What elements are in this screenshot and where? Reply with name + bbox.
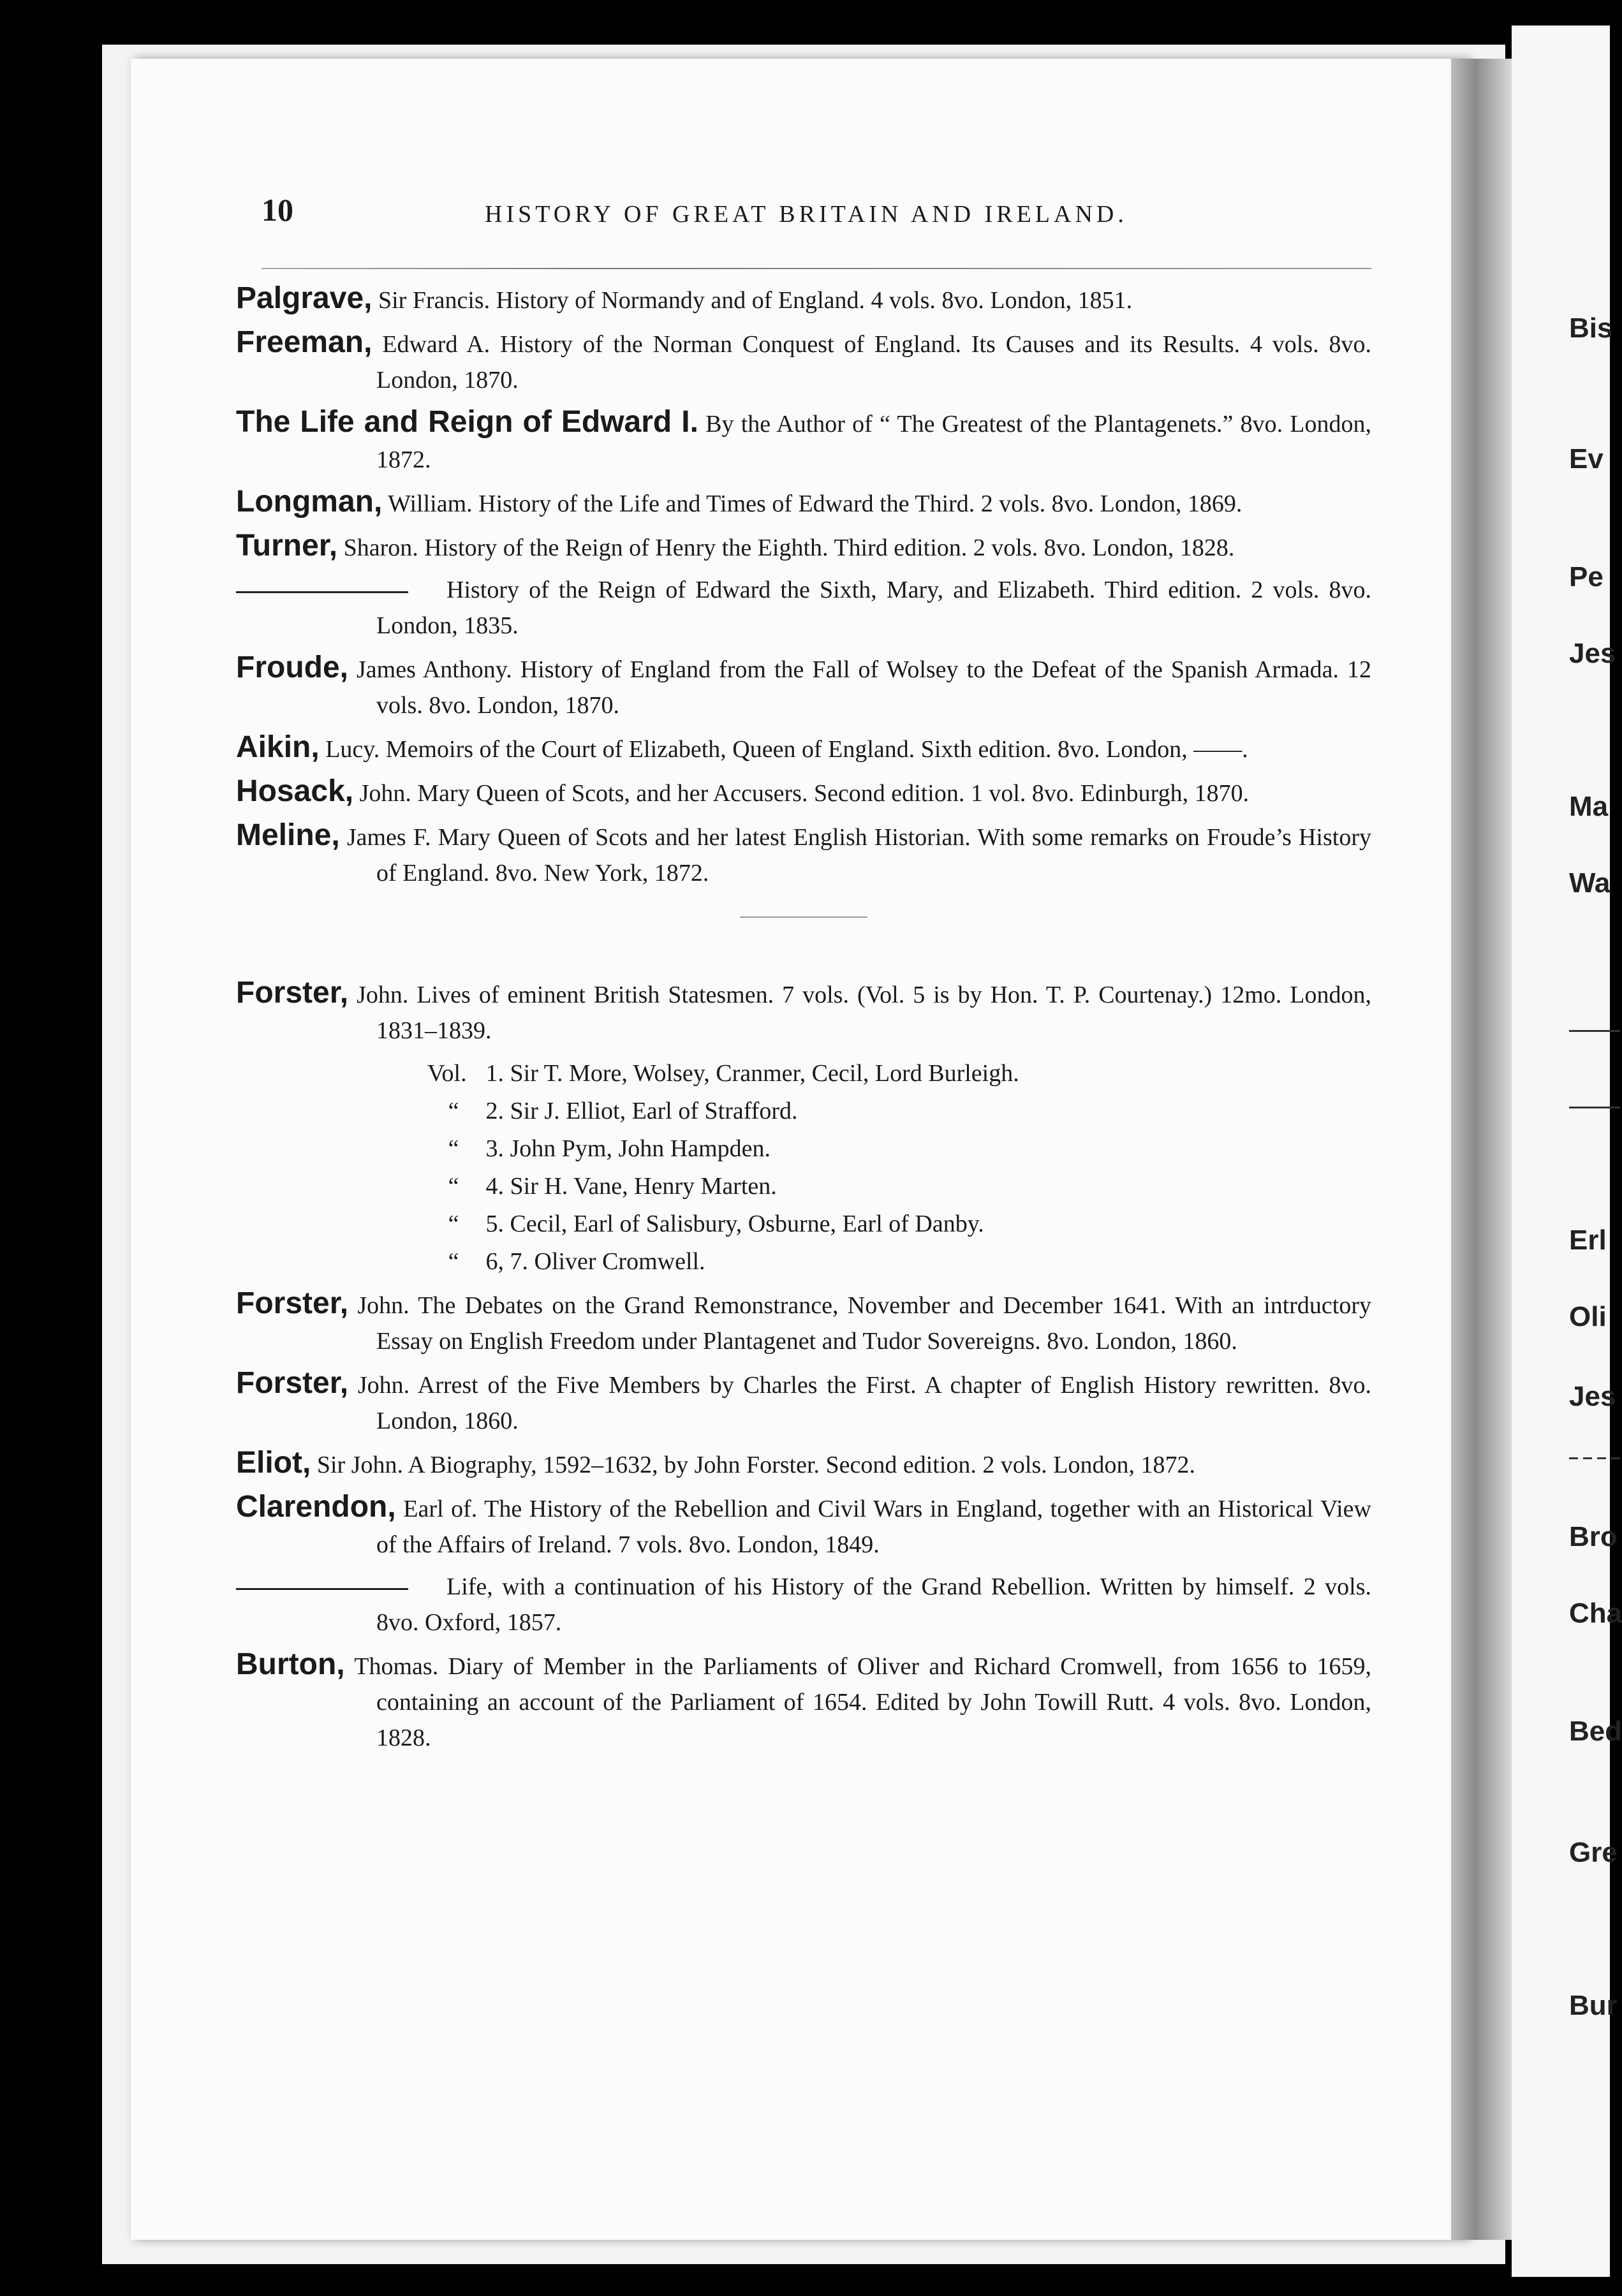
volume-list xyxy=(236,1055,1371,1281)
volume-prefix: “ xyxy=(448,1173,459,1200)
bibliography-entry xyxy=(236,1569,1371,1640)
facing-page-word: Gre xyxy=(1569,1837,1618,1868)
entry-author: Forster, xyxy=(236,1366,349,1400)
entry-author: Burton, xyxy=(236,1647,345,1681)
entry-text: Thomas. Diary of Member in the Parliaments of Oliver and Richard Cromwell, from 1656 to 1659, containing an account of the Parliament of 1654. Edited by John Towill Rutt. 4 vols. 8vo. London, 1828. xyxy=(344,1653,1371,1751)
entry-author: Forster, xyxy=(236,976,349,1010)
entry-author: Hosack, xyxy=(236,774,354,808)
bibliography-entry xyxy=(236,528,1371,566)
entry-author: Palgrave, xyxy=(236,281,372,315)
bibliography-entry xyxy=(236,404,1371,478)
facing-page-rule xyxy=(1569,1457,1620,1459)
volume-prefix: “ xyxy=(448,1211,459,1237)
bibliography-entry xyxy=(236,484,1371,522)
entry-text: John. Arrest of the Five Members by Charles the First. A chapter of English History rewritten. 8vo. London, 1860. xyxy=(348,1372,1371,1434)
bibliography-entry xyxy=(236,1445,1371,1483)
page-header xyxy=(262,191,1371,236)
facing-page-rule xyxy=(1569,1030,1620,1032)
bibliography-entry xyxy=(236,325,1371,398)
volume-title: John Pym, John Hampden. xyxy=(510,1135,770,1162)
bibliography-entry xyxy=(236,1365,1371,1439)
volume-number: 1. xyxy=(485,1060,504,1087)
entry-author: The Life and Reign of Edward I. xyxy=(236,405,698,439)
entry-text: Edward A. History of the Norman Conquest of England. Its Causes and its Results. 4 vols. 8vo. London, 1870. xyxy=(372,331,1371,394)
entry-text: Life, with a continuation of his History of the Grand Rebellion. Written by himself. 2 vols. 8vo. Oxford, 1857. xyxy=(376,1573,1371,1636)
running-title: HISTORY OF GREAT BRITAIN AND IRELAND. xyxy=(485,201,1128,228)
volume-item xyxy=(427,1130,1371,1168)
entry-text: By the Author of “ The Greatest of the Plantagenets.” 8vo. London, 1872. xyxy=(376,411,1371,473)
facing-page-word: Pe xyxy=(1569,561,1604,592)
entry-author: Meline, xyxy=(236,818,340,852)
facing-page xyxy=(1512,26,1622,2277)
volume-item xyxy=(427,1205,1371,1243)
entry-text: Sir John. A Biography, 1592–1632, by John Forster. Second edition. 2 vols. London, 1872. xyxy=(311,1452,1195,1478)
ditto-rule xyxy=(236,1588,408,1590)
facing-page-word: Jes xyxy=(1569,638,1616,669)
facing-page-word: Oli xyxy=(1569,1301,1607,1332)
entry-author: Longman, xyxy=(236,485,383,519)
bibliography-entry xyxy=(236,650,1371,723)
bibliography-entry xyxy=(236,774,1371,811)
header-rule xyxy=(262,268,1371,269)
facing-page-word: Ev xyxy=(1569,443,1604,475)
bibliography-entry xyxy=(236,281,1371,318)
bibliography-entry xyxy=(236,1647,1371,1756)
volume-item xyxy=(427,1055,1371,1093)
section-separator xyxy=(740,916,867,918)
entry-text: Lucy. Memoirs of the Court of Elizabeth, Queen of England. Sixth edition. 8vo. London, ——. xyxy=(319,736,1248,763)
facing-page-word: Bis xyxy=(1569,313,1613,344)
bibliography-entry xyxy=(236,1489,1371,1563)
facing-page-word: Bur xyxy=(1569,1990,1618,2021)
bibliography-list xyxy=(236,281,1371,1762)
volume-prefix: “ xyxy=(448,1135,459,1162)
bibliography-entry xyxy=(236,975,1371,1049)
page-number: 10 xyxy=(262,192,293,228)
bibliography-entry xyxy=(236,572,1371,644)
entry-author: Aikin, xyxy=(236,730,320,764)
bibliography-entry xyxy=(236,730,1371,767)
entry-author: Turner, xyxy=(236,529,338,563)
facing-page-word: Jes xyxy=(1569,1381,1616,1412)
facing-page-rule xyxy=(1569,1107,1620,1108)
volume-title: Sir T. More, Wolsey, Cranmer, Cecil, Lord Burleigh. xyxy=(510,1060,1019,1087)
entry-author: Freeman, xyxy=(236,325,372,359)
volume-number: 5. xyxy=(485,1211,504,1237)
facing-page-word: Erl xyxy=(1569,1225,1607,1256)
volume-number: 2. xyxy=(485,1098,504,1124)
volume-title: Sir J. Elliot, Earl of Strafford. xyxy=(510,1098,798,1124)
volume-title: Sir H. Vane, Henry Marten. xyxy=(510,1173,777,1200)
facing-page-word: Cha xyxy=(1569,1598,1622,1629)
bibliography-entry xyxy=(236,1286,1371,1359)
volume-prefix: Vol. xyxy=(427,1060,467,1087)
entry-text: Sir Francis. History of Normandy and of England. 4 vols. 8vo. London, 1851. xyxy=(372,287,1133,314)
entry-author: Forster, xyxy=(236,1286,349,1320)
entry-text: Earl of. The History of the Rebellion and Civil Wars in England, together with an Historical View of the Affairs of Ireland. 7 vols. 8vo. London, 1849. xyxy=(376,1496,1371,1558)
volume-item xyxy=(427,1168,1371,1205)
facing-page-word: Bro xyxy=(1569,1521,1618,1552)
volume-item xyxy=(427,1243,1371,1281)
book-gutter xyxy=(1451,59,1512,2240)
entry-text: James F. Mary Queen of Scots and her latest English Historian. With some remarks on Froude’s History of England. 8vo. New York, 1872. xyxy=(339,824,1371,887)
entry-author: Eliot, xyxy=(236,1446,311,1480)
entry-text: James Anthony. History of England from the Fall of Wolsey to the Defeat of the Spanish Armada. 12 vols. 8vo. London, 1870. xyxy=(348,656,1371,719)
volume-prefix: “ xyxy=(448,1098,459,1124)
volume-item xyxy=(427,1093,1371,1130)
bibliography-entry xyxy=(236,818,1371,891)
entry-text: John. The Debates on the Grand Remonstrance, November and December 1641. With an intrductory Essay on English Freedom under Plantagenet and Tudor Sovereigns. 8vo. London, 1860. xyxy=(348,1292,1371,1355)
ditto-rule xyxy=(236,591,408,593)
entry-text: William. History of the Life and Times of Edward the Third. 2 vols. 8vo. London, 1869. xyxy=(382,490,1242,517)
entry-text: John. Lives of eminent British Statesmen. 7 vols. (Vol. 5 is by Hon. T. P. Courtenay.) 12mo. London, 1831–1839. xyxy=(348,982,1371,1044)
facing-page-word: Bed xyxy=(1569,1716,1622,1747)
volume-title: Cecil, Earl of Salisbury, Osburne, Earl of Danby. xyxy=(510,1211,984,1237)
volume-number: 3. xyxy=(485,1135,504,1162)
entry-author: Clarendon, xyxy=(236,1490,396,1524)
volume-title: Oliver Cromwell. xyxy=(534,1248,705,1275)
volume-number: 6, 7. xyxy=(485,1248,528,1275)
entry-author: Froude, xyxy=(236,651,348,684)
entry-text: John. Mary Queen of Scots, and her Accusers. Second edition. 1 vol. 8vo. Edinburgh, 1870. xyxy=(353,780,1250,807)
entry-text: History of the Reign of Edward the Sixth, Mary, and Elizabeth. Third edition. 2 vols. 8vo. London, 1835. xyxy=(376,577,1371,639)
volume-number: 4. xyxy=(485,1173,504,1200)
volume-prefix: “ xyxy=(448,1248,459,1275)
facing-page-word: Ma xyxy=(1569,791,1609,822)
entry-text: Sharon. History of the Reign of Henry the Eighth. Third edition. 2 vols. 8vo. London, 1828. xyxy=(337,534,1235,561)
facing-page-word: Wa xyxy=(1569,867,1611,899)
